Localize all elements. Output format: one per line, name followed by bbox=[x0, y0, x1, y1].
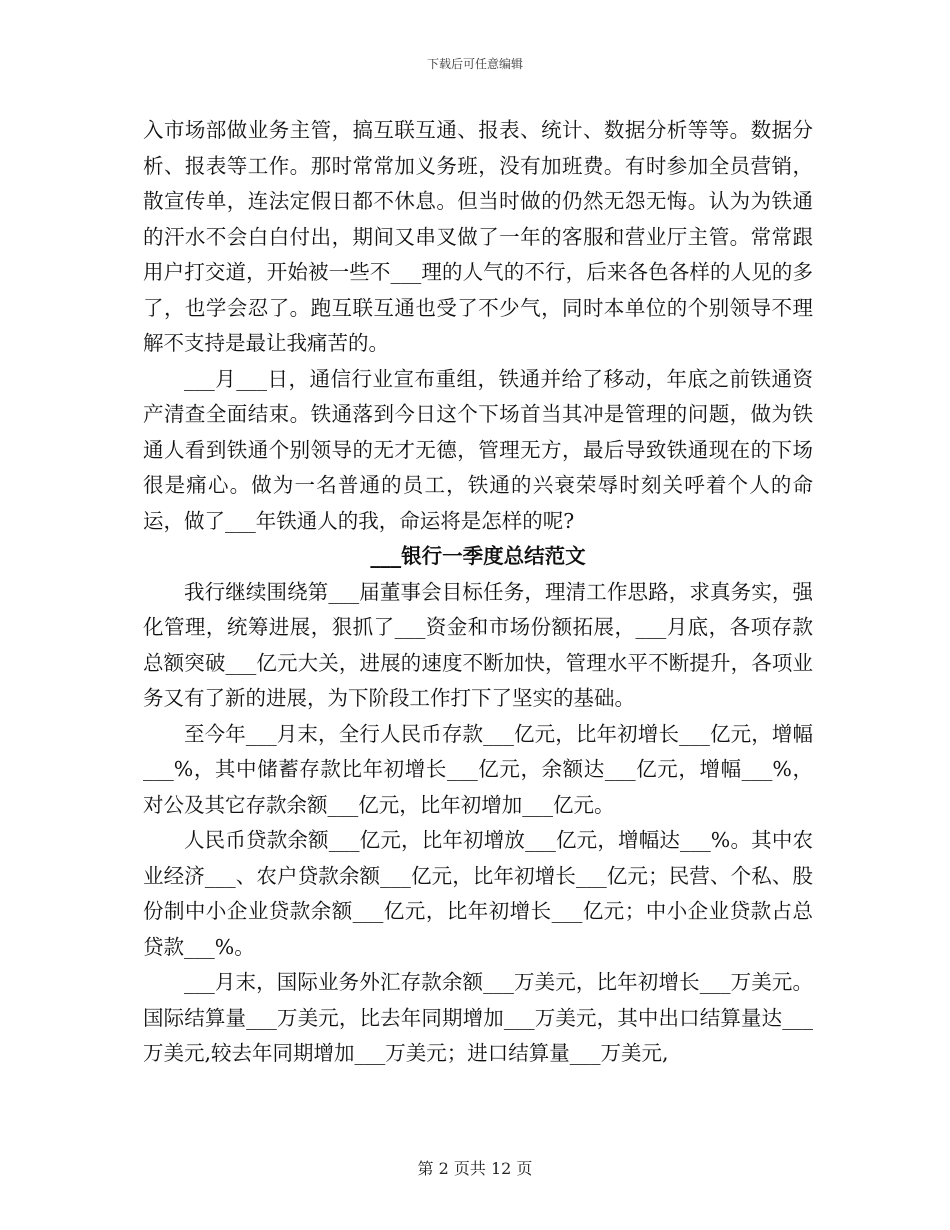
paragraph-continuation: 入市场部做业务主管，搞互联互通、报表、统计、数据分析等等。数据分析、报表等工作。那时常常加义务班，没有加班费。有时参加全员营销，散宣传单，连法定假日都不休息。但当时做的仍然无怨无悔。认为为铁通的汗水不会白白付出，期间又串叉做了一年的客服和营业厅主管。常常跟用户打交道，开始被一些不___理的人气的不行，后来各色各样的人见的多了，也学会忍了。跑互联互通也受了不少气，同时本单位的个别领导不理解不支持是最让我痛苦的。 bbox=[143, 118, 813, 355]
page-number: 第 2 页共 12 页 bbox=[417, 1159, 533, 1178]
paragraph-international: ___月末，国际业务外汇存款余额___万美元，比年初增长___万美元。国际结算量___万美元，比去年同期增加___万美元，其中出口结算量达___万美元,较去年同期增加___万美元；进口结算量___万美元, bbox=[143, 970, 813, 1065]
section-title: ___银行一季度总结范文 bbox=[370, 544, 586, 568]
page-header: 下载后可任意编辑 bbox=[426, 57, 523, 71]
paragraph-restructuring: ___月___日，通信行业宣布重组，铁通并给了移动，年底之前铁通资产清查全面结束。铁通落到今日这个下场首当其冲是管理的问题，做为铁通人看到铁通个别领导的无才无德，管理无方，最后导致铁通现在的下场很是痛心。做为一名普通的员工，铁通的兴衰荣辱时刻关呼着个人的命运，做了___年铁通人的我，命运将是怎样的呢? bbox=[143, 366, 813, 533]
paragraph-loans: 人民币贷款余额___亿元，比年初增放___亿元，增幅达___%。其中农业经济___、农户贷款余额___亿元，比年初增长___亿元；民营、个私、股份制中小企业贷款余额___亿元，比年初增长___亿元；中小企业贷款占总贷款___%。 bbox=[143, 828, 813, 959]
document-body bbox=[143, 113, 813, 1072]
paragraph-deposits: 至今年___月末，全行人民币存款___亿元，比年初增长___亿元，增幅___%，其中储蓄存款比年初增长___亿元，余额达___亿元，增幅___%，对公及其它存款余额___亿元，比年初增加___亿元。 bbox=[143, 721, 813, 817]
paragraph-summary-intro: 我行继续围绕第___届董事会目标任务，理清工作思路，求真务实，强化管理，统筹进展，狠抓了___资金和市场份额拓展，___月底，各项存款总额突破___亿元大关，进展的速度不断加快，管理水平不断提升，各项业务又有了新的进展，为下阶段工作打下了坚实的基础。 bbox=[143, 579, 813, 710]
